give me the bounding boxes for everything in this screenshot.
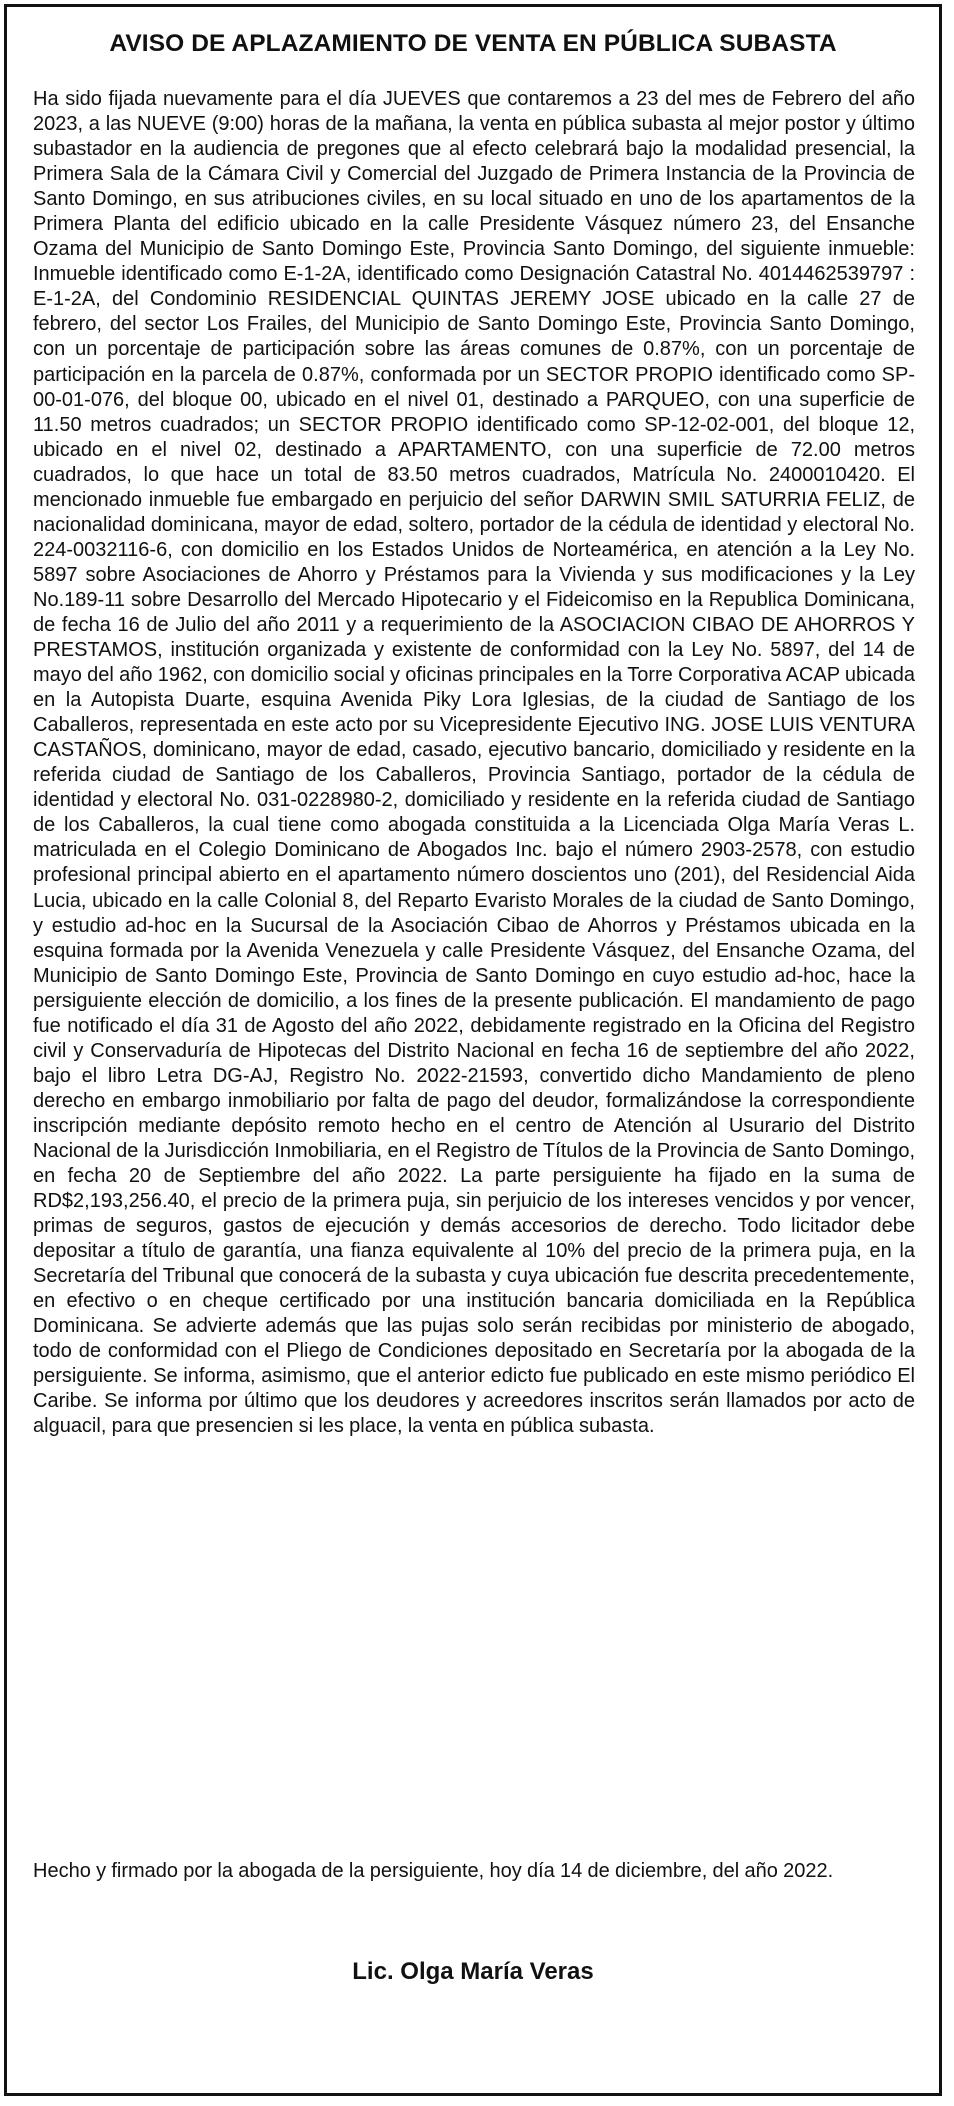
- notice-closing: Hecho y firmado por la abogada de la persiguiente, hoy día 14 de diciembre, del año 2022.: [33, 1860, 834, 1882]
- legal-notice: [4, 4, 942, 2096]
- notice-signature: Lic. Olga María Veras: [352, 1958, 594, 1985]
- notice-title: AVISO DE APLAZAMIENTO DE VENTA EN PÚBLICA SUBASTA: [109, 30, 837, 57]
- notice-body: Ha sido fijada nuevamente para el día JUEVES que contaremos a 23 del mes de Febrero del año 2023, a las NUEVE (9:00) horas de la mañana, la venta en pública subasta al mejor postor y último subastador en la audiencia de pregones que al efecto celebrará bajo la modalidad presencial, la Primera Sala de la Cámara Civil y Comercial del Juzgado de Primera Instancia de la Provincia de Santo Domingo, en sus atribuciones civiles, en su local situado en uno de los apartamentos de la Primera Planta del edificio ubicado en la calle Presidente Vásquez número 23, del Ensanche Ozama del Municipio de Santo Domingo Este, Provincia Santo Domingo, del siguiente inmueble: Inmueble identificado como E-1-2A, identificado como Designación Catastral No. 4014462539797 : E-1-2A, del Condominio RESIDENCIAL QUINTAS JEREMY JOSE ubicado en la calle 27 de febrero, del sector Los Frailes, del Municipio de Santo Domingo Este, Provincia Santo Domingo, con un porcentaje de participación sobre las áreas comunes de 0.87%, con un porcentaje de participación en la parcela de 0.87%, conformada por un SECTOR PROPIO identificado como SP-00-01-076, del bloque 00, ubicado en el nivel 01, destinado a PARQUEO, con una superficie de 11.50 metros cuadrados; un SECTOR PROPIO identificado como SP-12-02-001, del bloque 12, ubicado en el nivel 02, destinado a APARTAMENTO, con una superficie de 72.00 metros cuadrados, lo que hace un total de 83.50 metros cuadrados, Matrícula No. 2400010420. El mencionado inmueble fue embargado en perjuicio del señor DARWIN SMIL SATURRIA FELIZ, de nacionalidad dominicana, mayor de edad, soltero, portador de la cédula de identidad y electoral No. 224-0032116-6, con domicilio en los Estados Unidos de Norteamérica, en atención a la Ley No. 5897 sobre Asociaciones de Ahorro y Préstamos para la Vivienda y sus modificaciones y la Ley No.189-11 sobre Desarrollo del Mercado Hipotecario y el Fideicomiso en la Republica Dominicana, de fecha 16 de Julio del año 2011 y a requerimiento de la ASOCIACION CIBAO DE AHORROS Y PRESTAMOS, institución organizada y existente de conformidad con la Ley No. 5897, del 14 de mayo del año 1962, con domicilio social y oficinas principales en la Torre Corporativa ACAP ubicada en la Autopista Duarte, esquina Avenida Piky Lora Iglesias, de la ciudad de Santiago de los Caballeros, representada en este acto por su Vicepresidente Ejecutivo ING. JOSE LUIS VENTURA CASTAÑOS, dominicano, mayor de edad, casado, ejecutivo bancario, domiciliado y residente en la referida ciudad de Santiago de los Caballeros, Provincia Santiago, portador de la cédula de identidad y electoral No. 031-0228980-2, domiciliado y residente en la referida ciudad de Santiago de los Caballeros, la cual tiene como abogada constituida a la Licenciada Olga María Veras L. matriculada en el Colegio Dominicano de Abogados Inc. bajo el número 2903-2578, con estudio profesional principal abierto en el apartamento número doscientos uno (201), del Residencial Aida Lucia, ubicado en la calle Colonial 8, del Reparto Evaristo Morales de la ciudad de Santo Domingo, y estudio ad-hoc en la Sucursal de la Asociación Cibao de Ahorros y Préstamos ubicada en la esquina formada por la Avenida Venezuela y calle Presidente Vásquez, del Ensanche Ozama, del Municipio de Santo Domingo Este, Provincia de Santo Domingo en cuyo estudio ad-hoc, hace la persiguiente elección de domicilio, a los fines de la presente publicación. El mandamiento de pago fue notificado el día 31 de Agosto del año 2022, debidamente registrado en la Oficina del Registro civil y Conservaduría de Hipotecas del Distrito Nacional en fecha 16 de septiembre del año 2022, bajo el libro Letra DG-AJ, Registro No. 2022-21593, convertido dicho Mandamiento de pleno derecho en embargo inmobiliario por falta de pago del deudor, formalizándose la correspondiente inscripción mediante depósito remoto hecho en el centro de Atención al Usurario del Distrito Nacional de la Jurisdicción Inmobiliaria, en el Registro de Títulos de la Provincia de Santo Domingo, en fecha 20 de Septiembre del año 2022. La parte persiguiente ha fijado en la suma de RD$2,193,256.40, el precio de la primera puja, sin perjuicio de los intereses vencidos y por vencer, primas de seguros, gastos de ejecución y demás accesorios de derecho. Todo licitador debe depositar a título de garantía, una fianza equivalente al 10% del precio de la primera puja, en la Secretaría del Tribunal que conocerá de la subasta y cuya ubicación fue descrita precedentemente, en efectivo o en cheque certificado por una institución bancaria domiciliada en la República Dominicana. Se advierte además que las pujas solo serán recibidas por ministerio de abogado, todo de conformidad con el Pliego de Condiciones depositado en Secretaría por la abogada de la persiguiente. Se informa, asimismo, que el anterior edicto fue publicado en este mismo periódico El Caribe. Se informa por último que los deudores y acreedores inscritos serán llamados por acto de alguacil, para que presencien si les place, la venta en pública subasta.: [33, 88, 915, 1438]
